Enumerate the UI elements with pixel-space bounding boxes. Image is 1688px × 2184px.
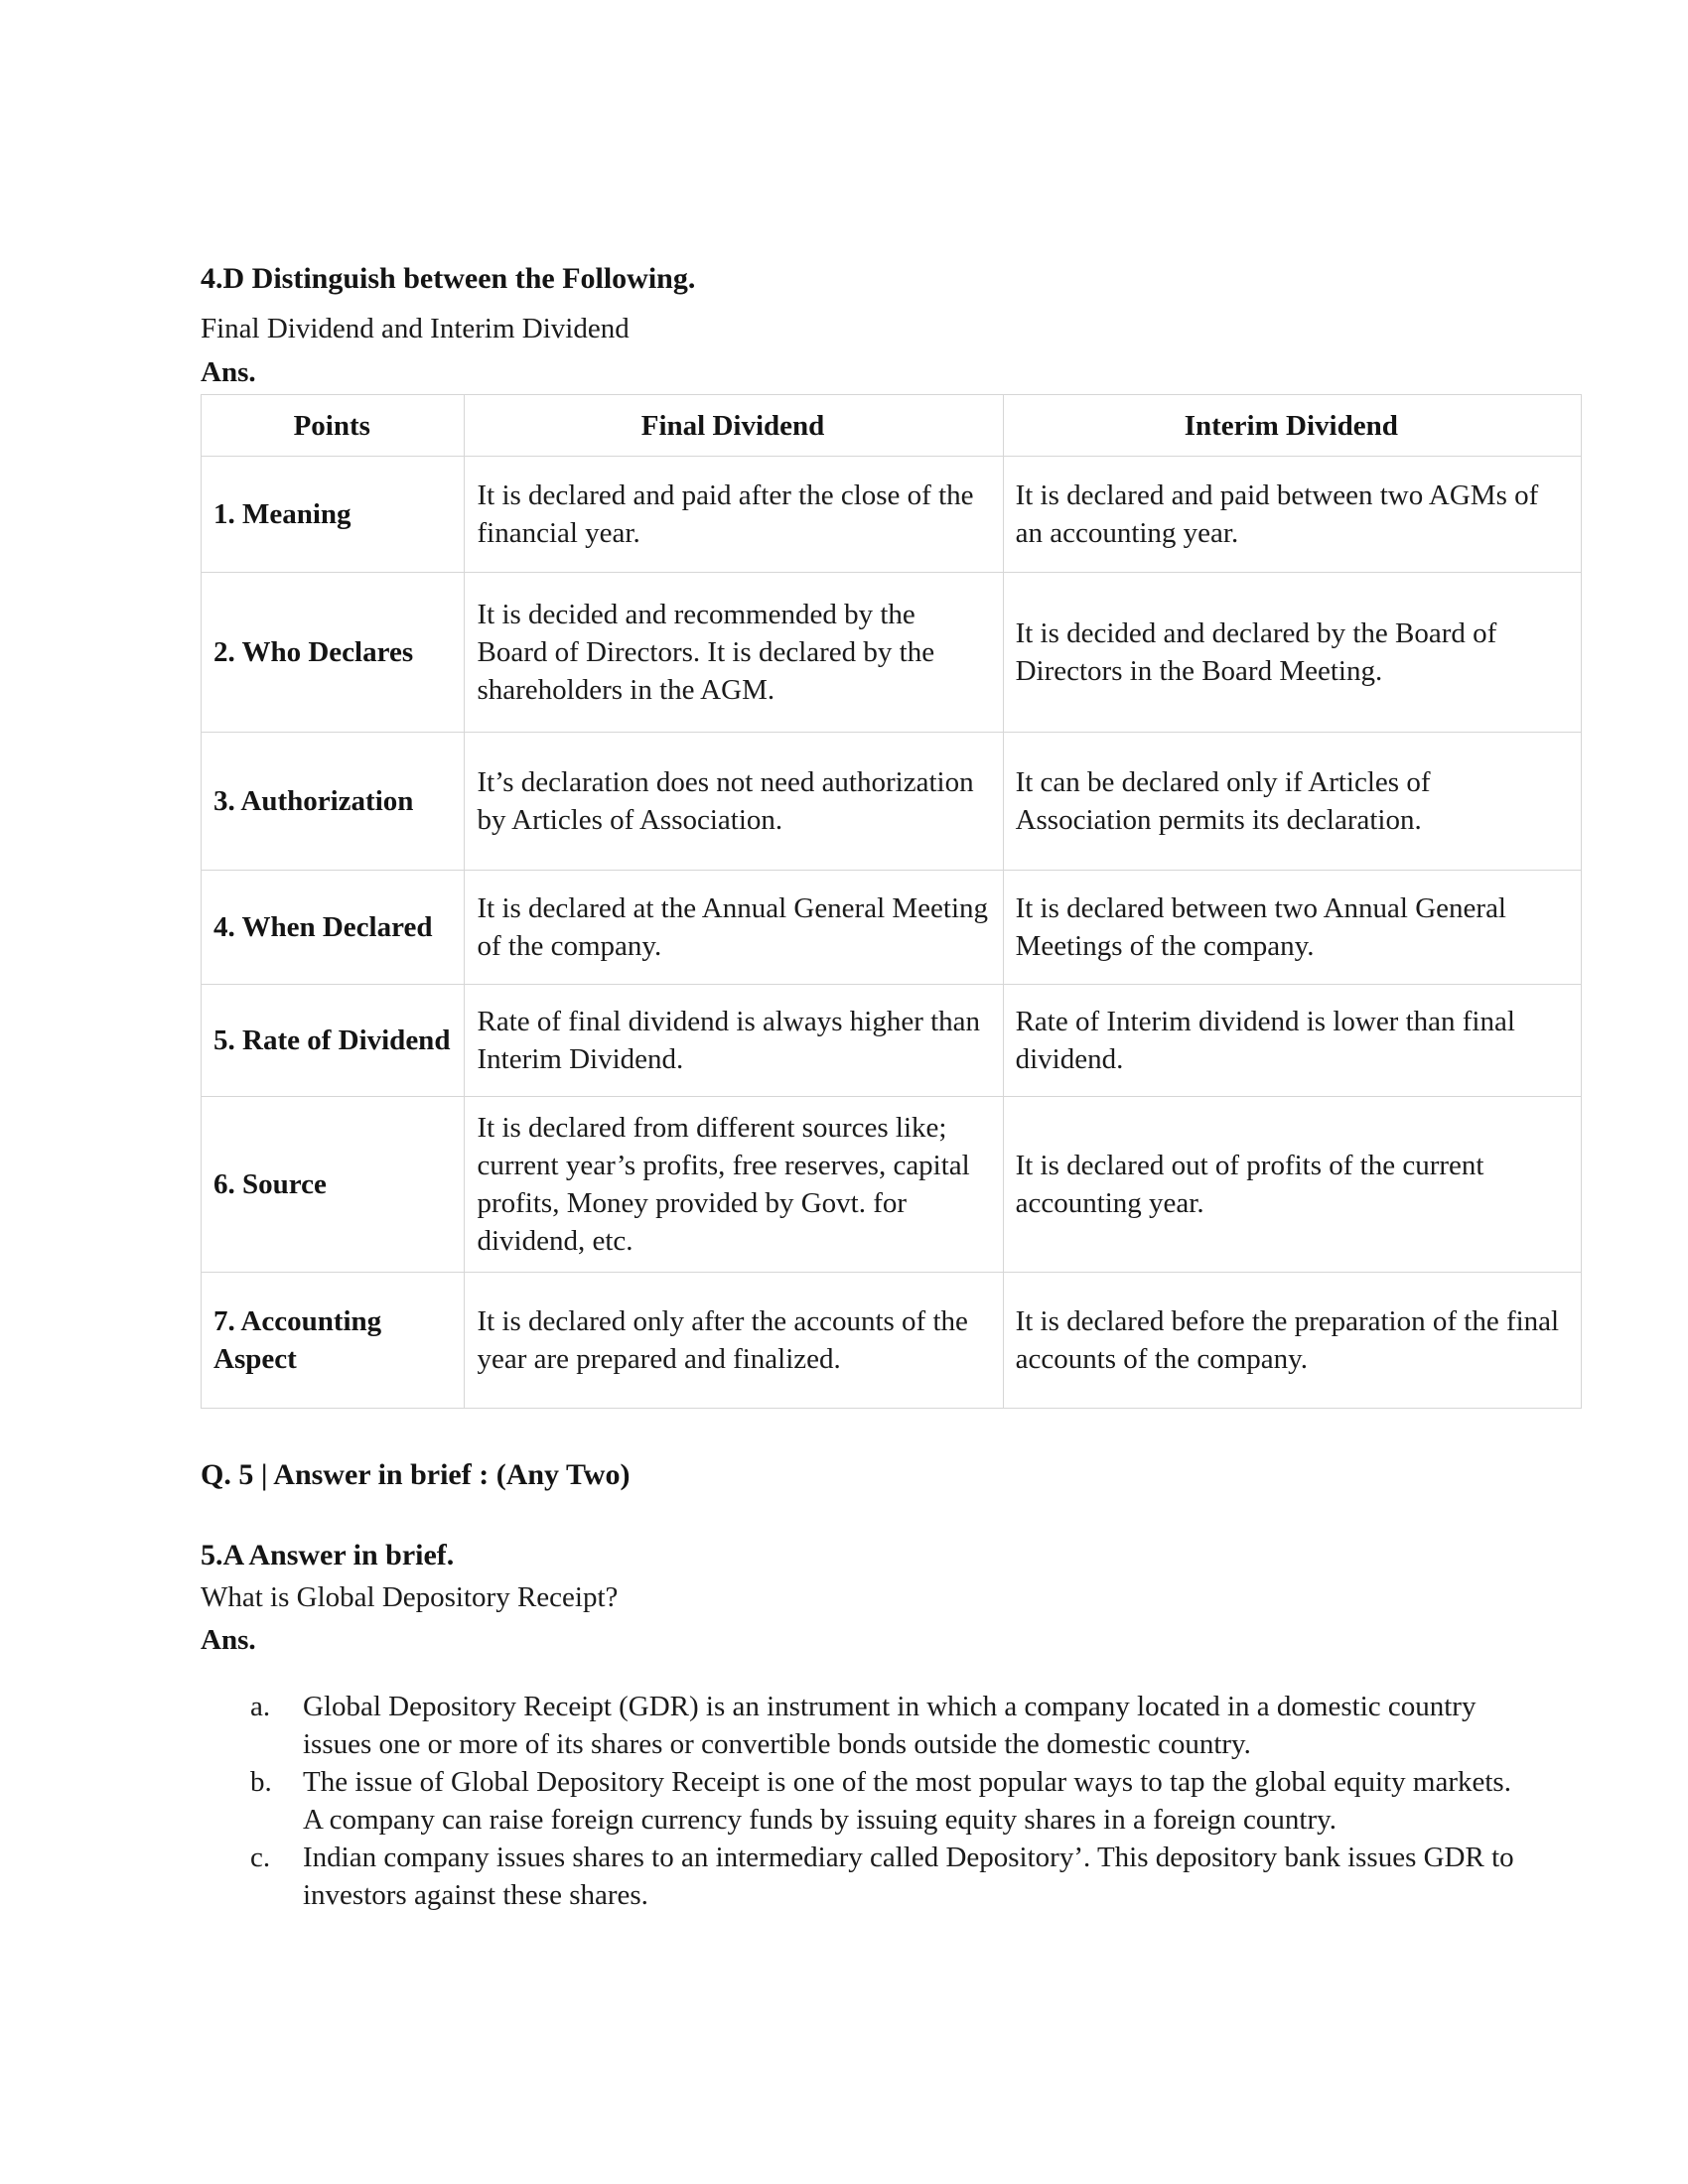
- section4-subtitle: Final Dividend and Interim Dividend: [201, 313, 630, 344]
- list-item-marker: b.: [250, 1766, 272, 1798]
- table-row: [202, 1273, 1582, 1409]
- section4-title: 4.D Distinguish between the Following.: [201, 262, 696, 295]
- row-point-label: 4. When Declared: [202, 871, 465, 985]
- list-item-marker: a.: [250, 1691, 271, 1722]
- list-item: [201, 1839, 1582, 1914]
- dividend-comparison-table: [201, 394, 1582, 1409]
- row-final-cell: It is declared and paid after the close of the financial year.: [465, 457, 1003, 573]
- row-interim-cell: It is declared between two Annual General Meetings of the company.: [1003, 871, 1581, 985]
- q5a-title: 5.A Answer in brief.: [201, 1539, 455, 1571]
- column-header-final-dividend: Final Dividend: [465, 395, 1003, 457]
- column-header-points: Points: [202, 395, 465, 457]
- list-item-text: Indian company issues shares to an intermediary called Depository’. This depository bank issues GDR to investors against these shares.: [303, 1842, 1514, 1911]
- table-row: [202, 733, 1582, 871]
- row-interim-cell: It is decided and declared by the Board of Directors in the Board Meeting.: [1003, 573, 1581, 733]
- q5-title: Q. 5 | Answer in brief : (Any Two): [201, 1458, 631, 1491]
- q5a-answer-list: [201, 1688, 1582, 1914]
- row-point-label: 1. Meaning: [202, 457, 465, 573]
- section4-ans-label: Ans.: [201, 356, 256, 388]
- row-interim-cell: It is declared and paid between two AGMs of an accounting year.: [1003, 457, 1581, 573]
- row-point-label: 5. Rate of Dividend: [202, 985, 465, 1097]
- row-final-cell: It is declared at the Annual General Meeting of the company.: [465, 871, 1003, 985]
- column-header-interim-dividend: Interim Dividend: [1003, 395, 1581, 457]
- table-row: [202, 871, 1582, 985]
- list-item-text: Global Depository Receipt (GDR) is an instrument in which a company located in a domestic country issues one or more of its shares or convertible bonds outside the domestic country.: [303, 1691, 1477, 1760]
- table-row: [202, 985, 1582, 1097]
- list-item-marker: c.: [250, 1842, 271, 1873]
- row-interim-cell: It can be declared only if Articles of Association permits its declaration.: [1003, 733, 1581, 871]
- row-point-label: 2. Who Declares: [202, 573, 465, 733]
- list-item: [201, 1688, 1582, 1763]
- table-header-row: [202, 395, 1582, 457]
- row-interim-cell: It is declared out of profits of the current accounting year.: [1003, 1097, 1581, 1273]
- page-content: [201, 0, 1582, 1914]
- row-final-cell: It is declared from different sources like; current year’s profits, free reserves, capital profits, Money provided by Govt. for dividend, etc.: [465, 1097, 1003, 1273]
- table-row: [202, 573, 1582, 733]
- row-final-cell: It’s declaration does not need authorization by Articles of Association.: [465, 733, 1003, 871]
- table-row: [202, 1097, 1582, 1273]
- row-interim-cell: Rate of Interim dividend is lower than final dividend.: [1003, 985, 1581, 1097]
- row-point-label: 3. Authorization: [202, 733, 465, 871]
- q5a-question: What is Global Depository Receipt?: [201, 1581, 619, 1613]
- table-row: [202, 457, 1582, 573]
- row-final-cell: It is decided and recommended by the Board of Directors. It is declared by the shareholders in the AGM.: [465, 573, 1003, 733]
- row-point-label: 6. Source: [202, 1097, 465, 1273]
- row-final-cell: Rate of final dividend is always higher than Interim Dividend.: [465, 985, 1003, 1097]
- q5a-ans-label: Ans.: [201, 1624, 256, 1656]
- list-item: [201, 1763, 1582, 1839]
- row-point-label: 7. Accounting Aspect: [202, 1273, 465, 1409]
- row-interim-cell: It is declared before the preparation of the final accounts of the company.: [1003, 1273, 1581, 1409]
- list-item-text: The issue of Global Depository Receipt is one of the most popular ways to tap the global equity markets. A company can raise foreign currency funds by issuing equity shares in a foreign country.: [303, 1766, 1511, 1836]
- row-final-cell: It is declared only after the accounts of the year are prepared and finalized.: [465, 1273, 1003, 1409]
